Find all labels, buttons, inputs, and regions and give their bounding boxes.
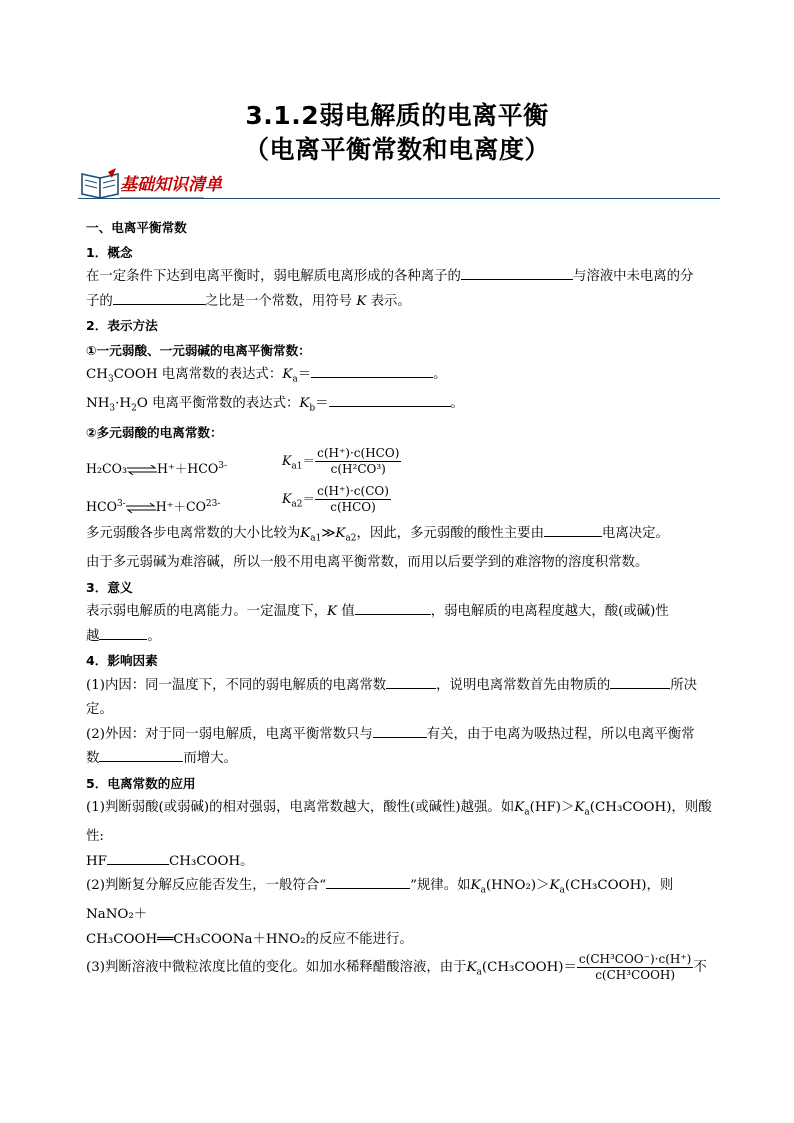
equilibrium-arrow-icon (127, 465, 157, 475)
answer-blank[interactable] (355, 600, 431, 615)
concept-text-2: 子的 之比是一个常数，用符号 K 表示。 (86, 290, 722, 315)
application-heading: 5．电离常数的应用 (86, 775, 196, 791)
answer-blank[interactable] (107, 850, 169, 865)
answer-blank[interactable] (386, 674, 436, 689)
answer-blank[interactable] (326, 874, 410, 889)
answer-blank[interactable] (99, 747, 183, 762)
application-1-line2: HF CH₃COOH。 (86, 850, 722, 875)
answer-blank[interactable] (461, 265, 573, 280)
kb-expression-line: $NH_3\cdot H_2O$ 电离平衡常数的表达式：$K_b=$ 。 (86, 392, 722, 421)
answer-blank[interactable] (329, 392, 451, 407)
application-2-line2: CH₃COOH══CH₃COONa＋HNO₂的反应不能进行。 (86, 931, 413, 947)
meaning-heading: 3．意义 (86, 579, 133, 595)
banner-rule (78, 198, 720, 199)
outer-factor-text-2: 数 而增大。 (86, 747, 722, 772)
equilibrium-arrow-icon (126, 503, 156, 513)
inner-factor-text-2: 定。 (86, 702, 113, 718)
answer-blank[interactable] (99, 625, 147, 640)
application-2: (2)判断复分解反应能否发生，一般符合“ ”规律。如$K_a(HNO_2)>K_a(CH_3COOH)$，则 NaNO₂＋ (86, 874, 722, 928)
meaning-text: 表示弱电解质的电离能力。一定温度下，K 值 ，弱电解质的电离程度越大，酸(或碱)性 (86, 600, 722, 625)
ionization-equation-1: H₂CO₃ $H^++HCO^{3-}$ $K_{a1}=$ $\frac{\text{c(H⁺)·c(HCO)}}{\text{c(H²CO³)}}$ (86, 445, 400, 477)
section-heading: 一、电离平衡常数 (86, 220, 187, 235)
page-title: 3.1.2弱电解质的电离平衡 (245, 101, 549, 130)
multi-acid-text: 多元弱酸各步电离常数的大小比较为$K_{a1}≫K_{a2}$，因此，多元弱酸的酸性主要由 电离决定。 (86, 522, 722, 551)
factors-heading: 4．影响因素 (86, 653, 158, 669)
multi-base-text: 由于多元弱碱为难溶碱，所以一般不用电离平衡常数，而用以后要学到的难溶物的溶度积常数。 (86, 555, 649, 571)
ionization-equation-2: $HCO^{3-}$ $H^++CO^{23-}$ $K_{a2}=$ $\frac{c(H^+)\cdot c(CO)}{\text{c(HCO)}}$ (86, 483, 389, 515)
method-sub2: ②多元弱酸的电离常数： (86, 425, 223, 441)
section-banner-label: 基础知识清单 (120, 175, 222, 195)
concept-heading: 1．概念 (86, 244, 133, 260)
inner-factor-text: (1)内因：同一温度下，不同的弱电解质的电离常数 ，说明电离常数首先由物质的 所决 (86, 674, 722, 699)
ka-expression-line: $CH_3COOH$ 电离常数的表达式：$K_a=$ 。 (86, 363, 722, 392)
method-sub1: ①一元弱酸、一元弱碱的电离平衡常数： (86, 342, 311, 358)
outer-factor-text: (2)外因：对于同一弱电解质，电离平衡常数只与 有关，由于电离为吸热过程，所以电离平衡常 (86, 723, 722, 748)
application-1: (1)判断弱酸(或弱碱)的相对强弱，电离常数越大，酸性(或碱性)越强。如$K_a(HF)>K_a(CH_3COOH)$，则酸性: (86, 800, 712, 845)
page-subtitle: （电离平衡常数和电离度） (243, 135, 550, 164)
answer-blank[interactable] (373, 723, 427, 738)
answer-blank[interactable] (311, 363, 433, 378)
meaning-text-2: 越 。 (86, 625, 722, 650)
method-heading: 2．表示方法 (86, 318, 158, 333)
document-body (86, 216, 722, 986)
answer-blank[interactable] (544, 522, 602, 537)
answer-blank[interactable] (113, 290, 205, 305)
answer-blank[interactable] (610, 674, 670, 689)
application-3: (3)判断溶液中微粒浓度比值的变化。如加水稀释醋酸溶液，由于$K_a(CH_3COOH)=$ $\frac{\text{c(CH³COO⁻)·c(H⁺)}}{\text{c(CH³COOH)}}$ 不 (86, 952, 707, 983)
concept-text: 在一定条件下达到电离平衡时，弱电解质电离形成的各种离子的 与溶液中未电离的分 (86, 265, 722, 290)
